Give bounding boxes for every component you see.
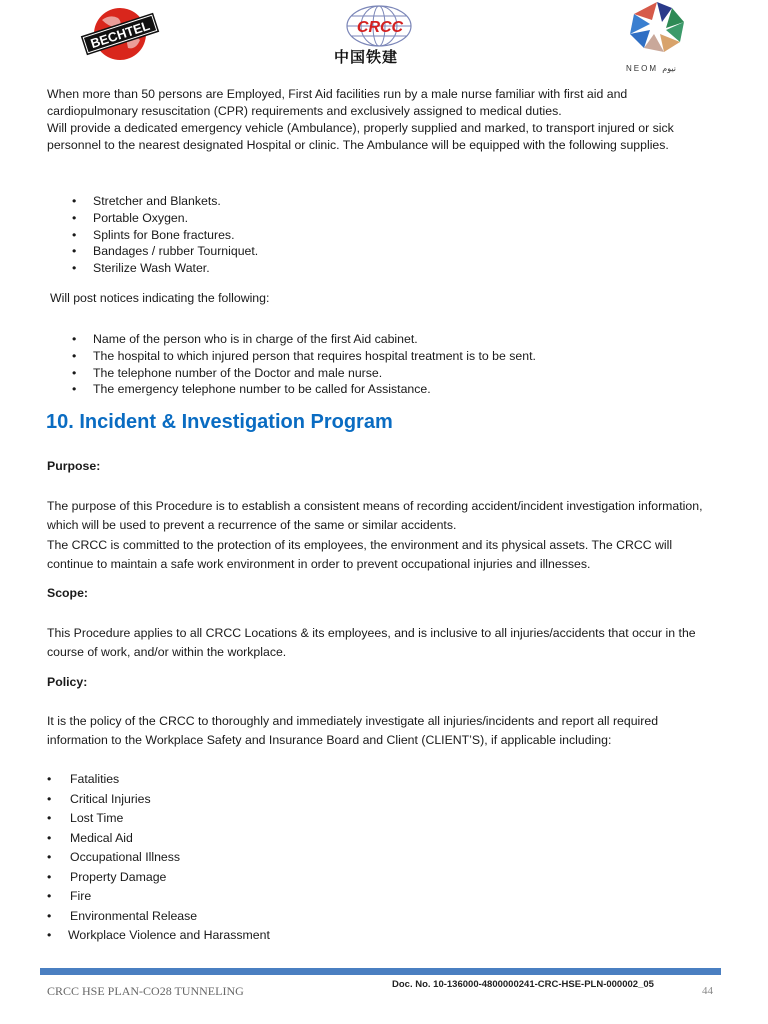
bullet-icon: •: [72, 332, 77, 346]
first-aid-paragraph: When more than 50 persons are Employed, First Aid facilities run by a male nurse familiar with first aid and cardiopulmonary resuscitation (CPR) requirements and exclusively assigned to medical duties.: [47, 87, 628, 118]
bullet-icon: •: [47, 908, 52, 923]
crcc-chinese-name: 中国铁建: [334, 48, 399, 66]
policy-paragraph: It is the policy of the CRCC to thoroughly and immediately investigate all injuries/incidents and report all required information to the Workplace Safety and Insurance Board and Client (CLIENT’S), if applicable including:: [47, 714, 659, 748]
policy-label: Policy:: [47, 675, 88, 689]
footer-divider: [40, 968, 721, 975]
section-heading: 10. Incident & Investigation Program: [46, 411, 393, 433]
ambulance-paragraph: Will provide a dedicated emergency vehicle (Ambulance), properly supplied and marked, to transport injured or sick personnel to the nearest designated Hospital or clinic. The Ambulance will be equipped with the following supplies.: [47, 121, 674, 152]
bullet-icon: •: [72, 227, 77, 242]
neom-wordmark: NEOM نيوم: [626, 64, 676, 73]
footer-title: CRCC HSE PLAN-CO28 TUNNELING: [47, 984, 244, 998]
bullet-icon: •: [72, 210, 77, 225]
bullet-icon: •: [47, 811, 52, 825]
bullet-icon: •: [72, 194, 77, 208]
bullet-icon: •: [72, 261, 77, 276]
scope-label: Scope:: [47, 586, 88, 600]
bullet-icon: •: [72, 244, 77, 259]
svg-text:CRCC: CRCC: [356, 19, 404, 36]
purpose-paragraph-2: The CRCC is committed to the protection of its employees, the environment and its physical assets. The CRCC will continue to maintain a safe work environment in order to prevent occupational injuries and illnesses.: [47, 538, 673, 572]
document-number: Doc. No. 10-136000-4800000241-CRC-HSE-PLN-000002_05: [392, 979, 654, 990]
bullet-icon: •: [47, 889, 52, 903]
bullet-icon: •: [47, 830, 52, 845]
bullet-icon: •: [47, 869, 52, 884]
bullet-icon: •: [47, 928, 52, 942]
svg-text:BECHTEL: BECHTEL: [88, 17, 152, 52]
bullet-icon: •: [72, 365, 77, 380]
bullet-icon: •: [47, 850, 52, 864]
bullet-icon: •: [72, 382, 77, 397]
notices-intro: Will post notices indicating the following:: [50, 291, 270, 305]
bullet-icon: •: [47, 791, 52, 806]
purpose-label: Purpose:: [47, 459, 101, 473]
bechtel-logo: [80, 4, 160, 62]
bullet-icon: •: [72, 348, 77, 363]
page-number: 44: [702, 985, 713, 997]
purpose-paragraph-1: The purpose of this Procedure is to establish a consistent means of recording accident/incident investigation information, which will be used to prevent a recurrence of the same or similar accidents.: [47, 499, 703, 533]
bullet-icon: •: [47, 772, 52, 786]
scope-paragraph: This Procedure applies to all CRCC Locations & its employees, and is inclusive to all injuries/accidents that occur in the course of work, and/or within the workplace.: [47, 626, 696, 660]
